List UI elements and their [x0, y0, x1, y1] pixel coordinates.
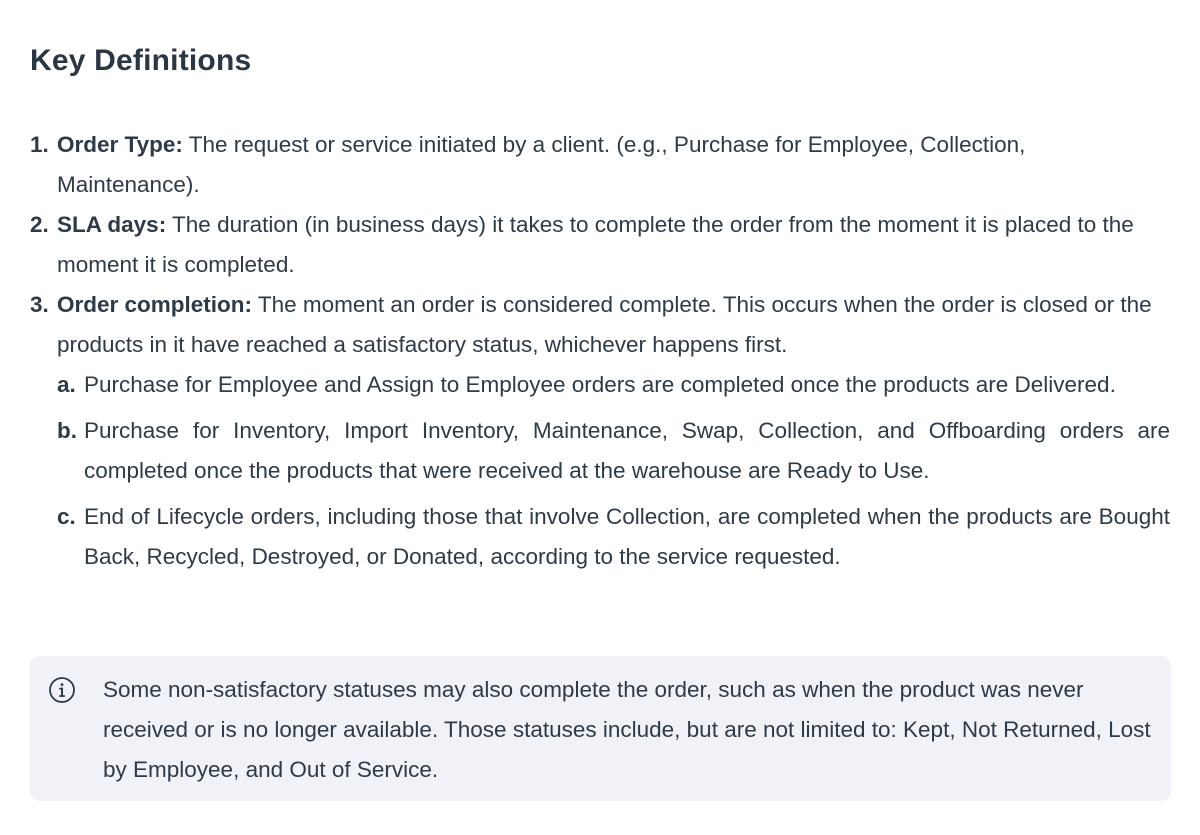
page-title: Key Definitions	[30, 44, 252, 77]
list-number: 3.	[30, 292, 49, 317]
completion-rule-text: Purchase for Employee and Assign to Employee orders are completed once the products are Delivered.	[84, 372, 1116, 397]
completion-rule-text: End of Lifecycle orders, including those that involve Collection, are completed when the products are Bought Back, Recycled, Destroyed, or Donated, according to the service requested.	[84, 504, 1170, 569]
completion-rule-warehouse-orders	[57, 411, 1170, 491]
completion-rule-employee-orders	[57, 365, 1170, 405]
info-callout-text: Some non-satisfactory statuses may also complete the order, such as when the product was never received or is no longer available. Those statuses include, but are not limited to: Kept, Not Returned, Lost by Employee, and Out of Service.	[103, 677, 1151, 782]
definition-order-completion	[30, 285, 1170, 577]
list-number: 1.	[30, 132, 49, 157]
info-icon	[48, 676, 76, 704]
list-number: 2.	[30, 212, 49, 237]
definition-text: The moment an order is considered complete. This occurs when the order is closed or the products in it have reached a satisfactory status, whichever happens first.	[57, 292, 1152, 357]
definition-order-type	[30, 125, 1170, 205]
completion-rule-text: Purchase for Inventory, Import Inventory, Maintenance, Swap, Collection, and Offboarding orders are completed once the products that were received at the warehouse are Ready to Use.	[84, 418, 1170, 483]
info-callout	[30, 656, 1171, 801]
definition-text: The duration (in business days) it takes to complete the order from the moment it is placed to the moment it is completed.	[57, 212, 1134, 277]
list-letter: c.	[57, 504, 76, 529]
definitions-list	[30, 125, 1170, 583]
definition-text: The request or service initiated by a client. (e.g., Purchase for Employee, Collection, Maintenance).	[57, 132, 1026, 197]
definition-sla-days	[30, 205, 1170, 285]
definition-term: Order completion:	[57, 292, 253, 317]
completion-rule-end-of-lifecycle	[57, 497, 1170, 577]
list-letter: a.	[57, 372, 76, 397]
definition-term: Order Type:	[57, 132, 183, 157]
definition-term: SLA days:	[57, 212, 167, 237]
list-letter: b.	[57, 418, 77, 443]
completion-rules-list	[57, 365, 1170, 577]
